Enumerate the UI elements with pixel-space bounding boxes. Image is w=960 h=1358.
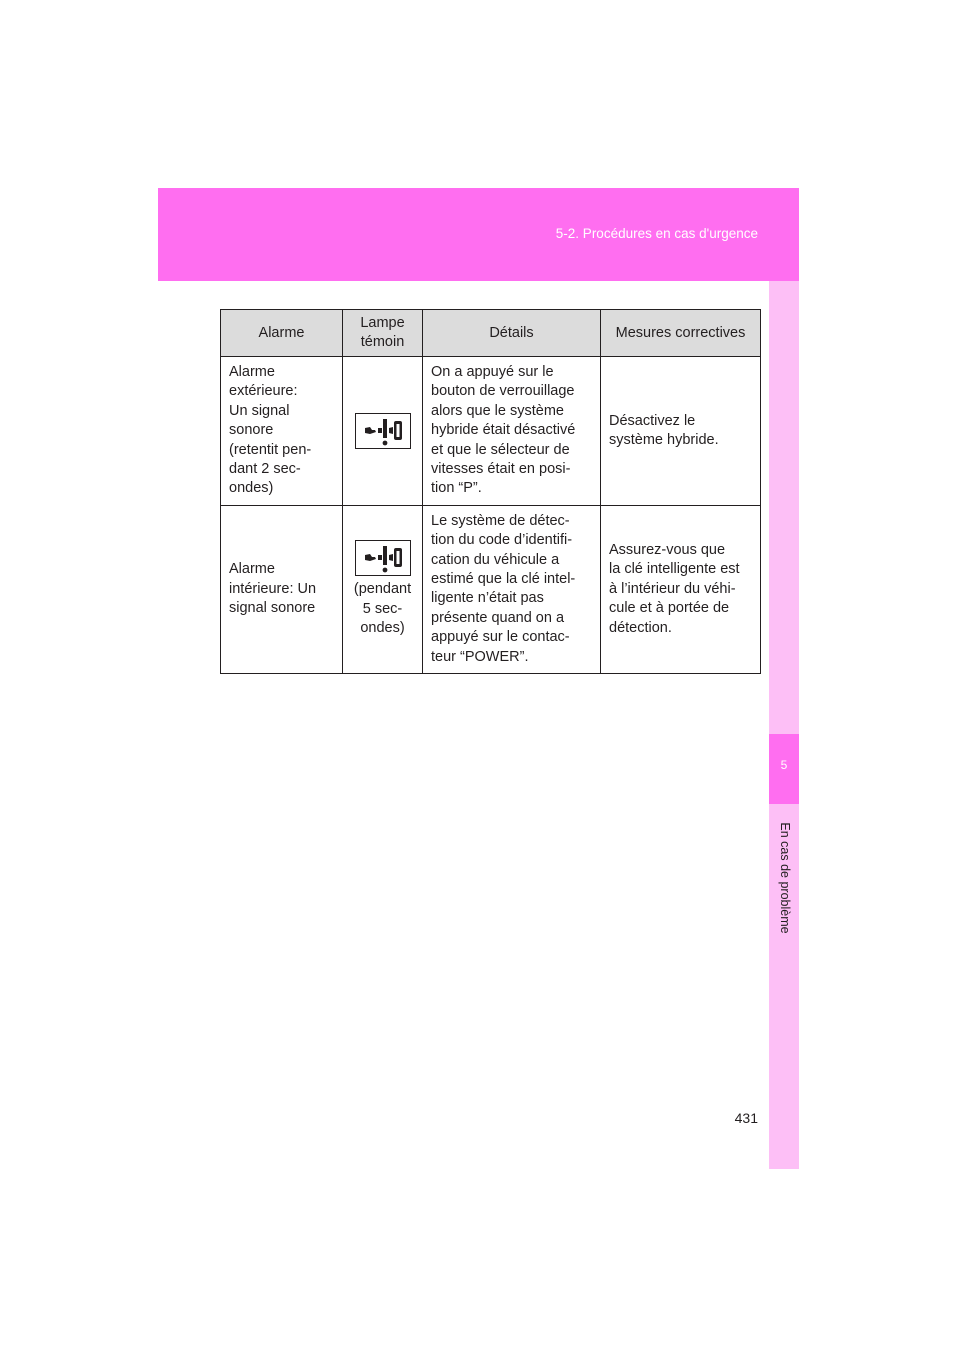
table-row bbox=[221, 505, 761, 673]
chapter-label: En cas de problème bbox=[778, 822, 792, 934]
lamp-cell bbox=[343, 505, 423, 673]
section-title: 5-2. Procédures en cas d'urgence bbox=[555, 226, 758, 241]
table-row bbox=[221, 357, 761, 506]
alarm-table bbox=[220, 309, 761, 674]
table-header-row bbox=[221, 310, 761, 357]
page-number: 431 bbox=[734, 1110, 758, 1126]
chapter-side-tab bbox=[769, 281, 799, 1169]
header-mesures-correctives: Mesures correctives bbox=[601, 310, 761, 357]
lamp-cell bbox=[343, 357, 423, 506]
action-cell: Désactivez le système hybride. bbox=[601, 357, 761, 506]
alarm-cell: Alarme extérieure: Un signal sonore (retentit pen- dant 2 sec- ondes) bbox=[221, 357, 343, 506]
section-header-band bbox=[158, 188, 799, 281]
header-alarme: Alarme bbox=[221, 310, 343, 357]
header-lampe-temoin: Lampe témoin bbox=[343, 310, 423, 357]
lamp-caption: (pendant 5 sec- ondes) bbox=[353, 581, 412, 637]
action-cell: Assurez-vous que la clé intelligente est à l’intérieur du véhi- cule et à portée de détection. bbox=[601, 505, 761, 673]
chapter-number-tab bbox=[769, 734, 799, 804]
header-details: Détails bbox=[423, 310, 601, 357]
key-warning-icon bbox=[355, 540, 411, 576]
details-cell: On a appuyé sur le bouton de verrouillage alors que le système hybride était désactivé et que le sélecteur de vitesses était en posi- tion “P”. bbox=[423, 357, 601, 506]
key-warning-icon bbox=[355, 413, 411, 449]
details-cell: Le système de détec- tion du code d’identifi- cation du véhicule a estimé que la clé intel- ligente n’était pas présente quand on a appuyé sur le contac- teur “POWER”. bbox=[423, 505, 601, 673]
alarm-cell: Alarme intérieure: Un signal sonore bbox=[221, 505, 343, 673]
chapter-number: 5 bbox=[780, 758, 788, 772]
